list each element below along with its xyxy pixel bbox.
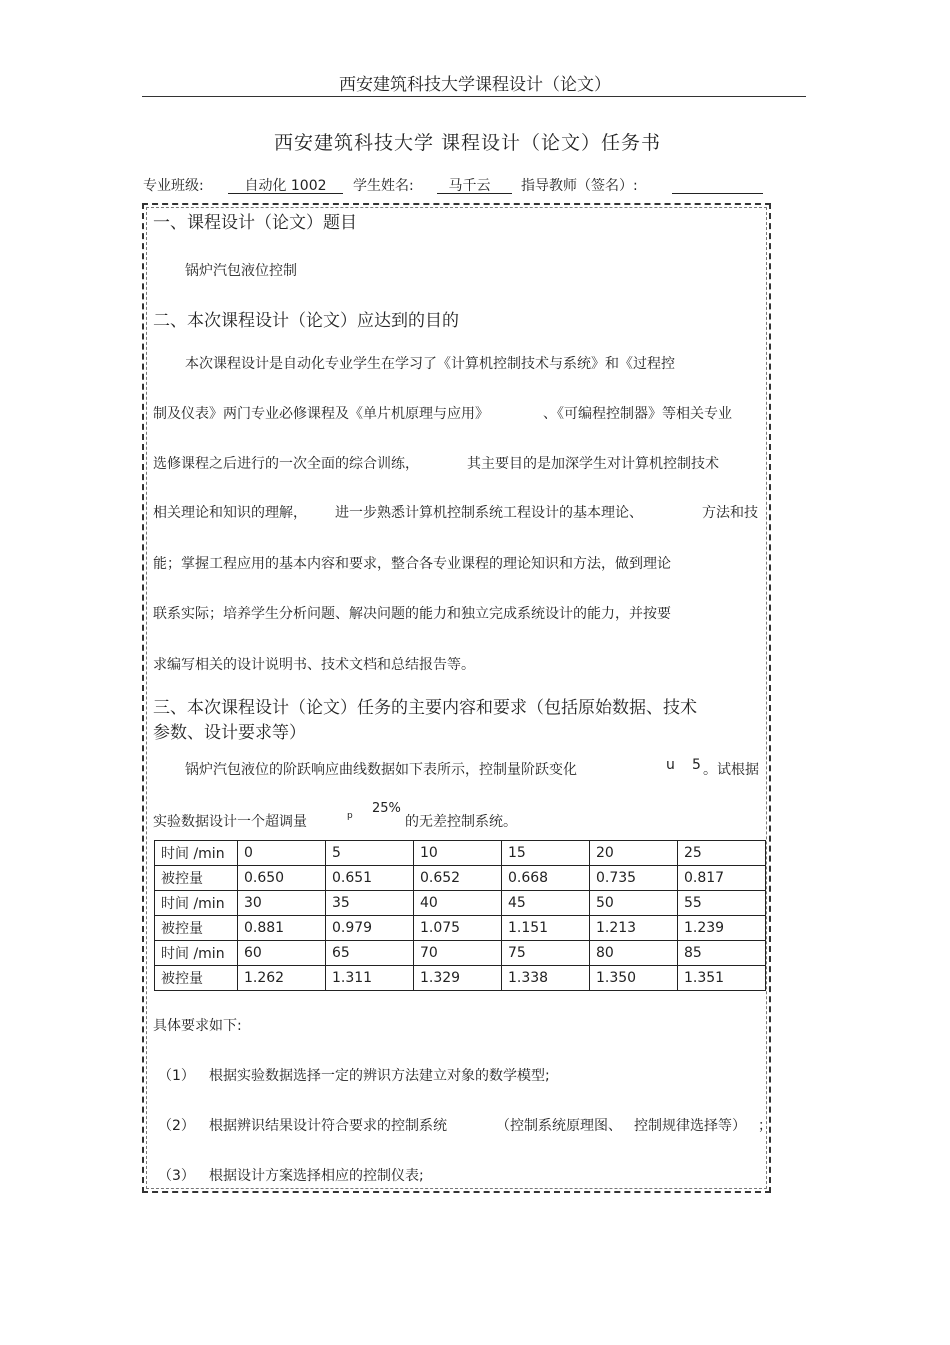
table-cell: 20 <box>590 841 678 866</box>
table-cell: 30 <box>238 891 326 916</box>
section2-line: 、《可编程控制器》等相关专业 <box>543 406 732 422</box>
table-row <box>155 941 766 966</box>
requirement-text: 根据辨识结果设计符合要求的控制系统 <box>209 1118 447 1134</box>
table-cell: 15 <box>502 841 590 866</box>
section2-line: 选修课程之后进行的一次全面的综合训练， <box>153 456 419 472</box>
section3-heading-cont: 参数、设计要求等） <box>153 723 306 743</box>
table-cell: 70 <box>414 941 502 966</box>
section2-line: 制及仪表》两门专业必修课程及《单片机原理与应用》 <box>153 406 489 422</box>
table-cell: 0 <box>238 841 326 866</box>
section3-paragraph-tail: 。试根据 <box>703 762 759 778</box>
table-cell: 25 <box>678 841 766 866</box>
table-row-header: 被控量 <box>155 916 238 941</box>
header-divider <box>142 96 806 97</box>
table-cell: 75 <box>502 941 590 966</box>
table-cell: 0.881 <box>238 916 326 941</box>
table-row <box>155 966 766 991</box>
section2-line: 能；掌握工程应用的基本内容和要求，整合各专业课程的理论知识和方法，做到理论 <box>153 556 671 572</box>
section2-line: 方法和技 <box>702 505 758 521</box>
section2-line: 求编写相关的设计说明书、技术文档和总结报告等。 <box>153 657 475 673</box>
requirement-number: （2） <box>158 1118 195 1134</box>
overshoot-value: 25% <box>372 801 401 816</box>
table-cell: 1.213 <box>590 916 678 941</box>
table-cell: 0.735 <box>590 866 678 891</box>
page-header-title: 西安建筑科技大学课程设计（论文） <box>339 75 611 95</box>
requirement-text: 根据设计方案选择相应的控制仪表; <box>209 1168 424 1184</box>
table-row <box>155 841 766 866</box>
table-cell: 1.262 <box>238 966 326 991</box>
section3-paragraph-tail: 的无差控制系统。 <box>405 814 517 830</box>
control-symbol-u: u <box>666 757 675 773</box>
table-cell: 0.650 <box>238 866 326 891</box>
table-cell: 1.311 <box>326 966 414 991</box>
table-cell: 5 <box>326 841 414 866</box>
section3-paragraph: 实验数据设计一个超调量 <box>153 814 307 830</box>
advisor-signature-line <box>672 175 763 194</box>
section3-heading: 三、本次课程设计（论文）任务的主要内容和要求（包括原始数据、技术 <box>153 698 697 718</box>
table-cell: 35 <box>326 891 414 916</box>
table-row-header: 被控量 <box>155 966 238 991</box>
requirement-text: ； <box>758 1118 772 1134</box>
requirement-number: （3） <box>158 1168 195 1184</box>
table-cell: 1.329 <box>414 966 502 991</box>
table-cell: 10 <box>414 841 502 866</box>
table-row-header: 时间 /min <box>155 841 238 866</box>
section1-heading: 一、课程设计（论文）题目 <box>153 213 357 233</box>
document-title: 西安建筑科技大学 课程设计（论文）任务书 <box>273 132 662 154</box>
section2-line: 进一步熟悉计算机控制系统工程设计的基本理论、 <box>335 505 643 521</box>
section2-line: 联系实际；培养学生分析问题、解决问题的能力和独立完成系统设计的能力，并按要 <box>153 606 671 622</box>
table-row <box>155 916 766 941</box>
class-value: 自动化 1002 <box>244 178 327 194</box>
requirement-text: （控制系统原理图、 <box>496 1118 622 1134</box>
table-cell: 65 <box>326 941 414 966</box>
section1-topic: 锅炉汽包液位控制 <box>185 263 297 279</box>
table-cell: 1.151 <box>502 916 590 941</box>
section2-line: 其主要目的是加深学生对计算机控制技术 <box>467 456 719 472</box>
advisor-label: 指导教师（签名）: <box>521 178 638 194</box>
table-cell: 60 <box>238 941 326 966</box>
student-value: 马千云 <box>448 178 491 194</box>
table-cell: 1.351 <box>678 966 766 991</box>
table-row-header: 时间 /min <box>155 891 238 916</box>
table-cell: 80 <box>590 941 678 966</box>
table-cell: 1.350 <box>590 966 678 991</box>
table-row <box>155 891 766 916</box>
requirement-text: 根据实验数据选择一定的辨识方法建立对象的数学模型; <box>209 1068 550 1084</box>
table-row <box>155 866 766 891</box>
table-cell: 45 <box>502 891 590 916</box>
requirement-number: （1） <box>158 1068 195 1084</box>
table-cell: 0.979 <box>326 916 414 941</box>
section2-line: 相关理论和知识的理解， <box>153 505 307 521</box>
table-row-header: 时间 /min <box>155 941 238 966</box>
table-cell: 1.338 <box>502 966 590 991</box>
requirements-intro: 具体要求如下: <box>153 1018 242 1034</box>
table-cell: 1.239 <box>678 916 766 941</box>
step-response-table <box>154 840 766 991</box>
step-magnitude: 5 <box>692 757 701 773</box>
table-cell: 50 <box>590 891 678 916</box>
requirement-text: 控制规律选择等） <box>634 1118 746 1134</box>
section2-heading: 二、本次课程设计（论文）应达到的目的 <box>153 311 459 331</box>
section2-line: 本次课程设计是自动化专业学生在学习了《计算机控制技术与系统》和《过程控 <box>185 356 675 372</box>
table-row-header: 被控量 <box>155 866 238 891</box>
student-label: 学生姓名: <box>353 178 414 194</box>
table-cell: 0.668 <box>502 866 590 891</box>
table-cell: 0.817 <box>678 866 766 891</box>
table-cell: 85 <box>678 941 766 966</box>
section3-paragraph: 锅炉汽包液位的阶跃响应曲线数据如下表所示，控制量阶跃变化 <box>185 762 577 778</box>
table-cell: 40 <box>414 891 502 916</box>
table-cell: 1.075 <box>414 916 502 941</box>
class-label: 专业班级: <box>143 178 204 194</box>
overshoot-symbol: p <box>347 811 353 821</box>
table-cell: 0.652 <box>414 866 502 891</box>
table-cell: 0.651 <box>326 866 414 891</box>
table-cell: 55 <box>678 891 766 916</box>
